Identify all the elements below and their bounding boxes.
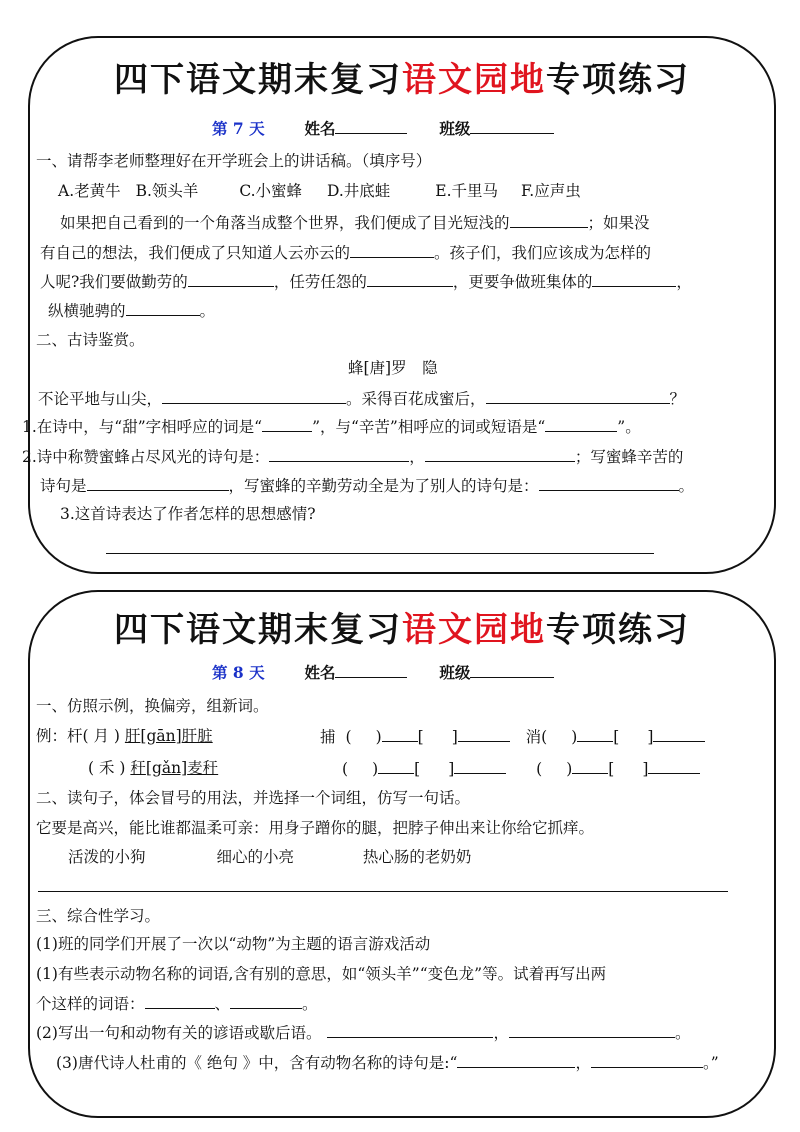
- option-item: A.老黄牛: [58, 182, 121, 200]
- exercise-row-1: [320, 726, 705, 747]
- text: ，: [575, 1054, 591, 1072]
- poem-line: [38, 388, 685, 409]
- question-line: [36, 1022, 691, 1043]
- text: ): [571, 728, 578, 746]
- paragraph-line: [48, 300, 215, 321]
- option-item: F.应声虫: [520, 182, 581, 200]
- given-char: 消: [525, 728, 542, 746]
- card-title: [30, 52, 774, 101]
- header-row: [212, 118, 554, 139]
- answer-blank[interactable]: [577, 726, 613, 742]
- example-word: 肝脏: [181, 727, 213, 745]
- text: 不论平地与山尖，: [38, 390, 163, 408]
- options-row: [58, 181, 581, 201]
- card-title: [30, 602, 774, 651]
- text: ，更要争做班集体的: [452, 273, 593, 291]
- answer-blank[interactable]: [454, 758, 506, 774]
- text: [: [608, 760, 615, 778]
- answer-blank[interactable]: [327, 1022, 493, 1038]
- answer-blank[interactable]: [486, 388, 670, 404]
- class-label: 班级: [439, 663, 471, 682]
- text: 。”: [702, 1054, 719, 1072]
- example-radical: ( 禾 ): [88, 759, 126, 777]
- text: ，: [676, 273, 692, 291]
- answer-blank[interactable]: [545, 416, 617, 432]
- text: 个这样的词语：: [36, 995, 145, 1013]
- text: (: [342, 760, 349, 778]
- example-char: 肝: [124, 727, 141, 745]
- text: ，任劳任怨的: [273, 273, 367, 291]
- answer-blank[interactable]: [539, 475, 679, 491]
- answer-blank[interactable]: [188, 271, 274, 287]
- text: 。: [674, 1024, 691, 1042]
- answer-blank[interactable]: [425, 446, 575, 462]
- text: 2.诗中称赞蜜蜂占尽风光的诗句是：: [22, 448, 270, 466]
- title-part: 专项练习: [546, 610, 690, 650]
- answer-blank[interactable]: [162, 388, 346, 404]
- title-highlight: 语文园地: [402, 610, 546, 650]
- text: ): [375, 728, 382, 746]
- question-line: [22, 446, 683, 467]
- section-heading: 二、读句子，体会冒号的用法，并选择一个词组，仿写一句话。: [36, 789, 471, 807]
- worksheet-card-day7: [22, 36, 776, 574]
- sample-sentence: 它要是高兴，能比谁都温柔可亲：用身子蹭你的腿，把脖子伸出来让你给它抓痒。: [36, 819, 595, 837]
- header-row: [212, 662, 554, 683]
- question-line: (1)有些表示动物名称的词语,含有别的意思，如“领头羊”“变色龙”等。试着再写出两: [36, 965, 607, 983]
- title-part: 四下语文期末复习: [114, 610, 402, 650]
- paragraph-line: [60, 212, 650, 233]
- text: 。: [678, 477, 695, 495]
- text: ): [372, 760, 379, 778]
- text: 诗句是: [40, 477, 87, 495]
- title-highlight: 语文园地: [402, 60, 546, 100]
- answer-blank[interactable]: [510, 212, 588, 228]
- answer-blank[interactable]: [572, 758, 608, 774]
- name-label: 姓名: [304, 663, 336, 682]
- text: 。孩子们，我们应该成为怎样的: [434, 244, 652, 262]
- question-line: [40, 475, 694, 496]
- paragraph-line: [40, 271, 692, 292]
- text: (3)唐代诗人杜甫的《 绝句 》中，含有动物名称的诗句是:“: [56, 1054, 458, 1072]
- answer-blank[interactable]: [378, 758, 414, 774]
- text: 。采得百花成蜜后，: [346, 390, 486, 408]
- text: 人呢?我们要做勤劳的: [40, 273, 188, 291]
- text: ；写蜜蜂辛苦的: [574, 448, 684, 466]
- section-heading: 三、综合性学习。: [36, 907, 161, 925]
- title-part: 四下语文期末复习: [114, 60, 402, 100]
- option-item: 细心的小亮: [216, 848, 294, 866]
- section-heading: 一、仿照示例，换偏旁，组新词。: [36, 697, 269, 715]
- answer-line[interactable]: [106, 553, 654, 554]
- question-line: 3.这首诗表达了作者怎样的思想感情?: [60, 505, 316, 523]
- name-label: 姓名: [304, 119, 336, 138]
- exercise-row-2: [342, 758, 700, 779]
- option-item: E.千里马: [435, 182, 498, 200]
- day-label: 第 8 天: [212, 663, 265, 682]
- answer-blank[interactable]: [367, 271, 453, 287]
- answer-blank[interactable]: [262, 416, 312, 432]
- answer-blank[interactable]: [457, 1052, 575, 1068]
- answer-blank[interactable]: [145, 993, 215, 1009]
- text: 、: [214, 995, 231, 1013]
- answer-blank[interactable]: [350, 242, 434, 258]
- text: ”。: [617, 418, 641, 436]
- text: [: [613, 728, 620, 746]
- text: ]: [448, 760, 455, 778]
- answer-blank[interactable]: [509, 1022, 675, 1038]
- option-item: D.井底蛙: [327, 182, 391, 200]
- example-word: 麦秆: [187, 759, 219, 777]
- day-label: 第 7 天: [212, 119, 265, 138]
- text: 如果把自己看到的一个角落当成整个世界，我们便成了目光短浅的: [60, 214, 510, 232]
- text: ，: [409, 448, 425, 466]
- example-row: [36, 726, 213, 746]
- answer-blank[interactable]: [592, 271, 676, 287]
- options-row: [68, 847, 471, 867]
- option-item: B.领头羊: [135, 182, 199, 200]
- question-line: (1)班的同学们开展了一次以“动物”为主题的语言游戏活动: [36, 935, 431, 953]
- name-blank[interactable]: [335, 662, 407, 678]
- text: (2)写出一句和动物有关的谚语或歇后语。: [36, 1024, 322, 1042]
- question-line: [22, 416, 641, 437]
- text: [: [414, 760, 421, 778]
- text: (: [541, 728, 548, 746]
- text: 1.在诗中，与“甜”字相呼应的词是“: [22, 418, 263, 436]
- text: 有自己的想法，我们便成了只知道人云亦云的: [40, 244, 351, 262]
- answer-blank[interactable]: [382, 726, 418, 742]
- answer-blank[interactable]: [87, 475, 229, 491]
- text: ”，与“辛苦”相呼应的词或短语是“: [312, 418, 546, 436]
- text: ，: [493, 1024, 509, 1042]
- text: ): [566, 760, 573, 778]
- example-char: 秆: [130, 759, 146, 777]
- text: (: [345, 728, 352, 746]
- example-radical: ( 月 ): [82, 727, 120, 745]
- text: ]: [642, 760, 649, 778]
- text: ，写蜜蜂的辛勤劳动全是为了别人的诗句是：: [228, 477, 539, 495]
- name-blank[interactable]: [335, 118, 407, 134]
- option-item: 热心肠的老奶奶: [362, 848, 472, 866]
- answer-blank[interactable]: [591, 1052, 703, 1068]
- text: ？: [669, 390, 686, 408]
- answer-line[interactable]: [38, 891, 728, 892]
- text: ；如果没: [587, 214, 650, 232]
- answer-blank[interactable]: [648, 758, 700, 774]
- worksheet-card-day8: [28, 590, 776, 1118]
- class-blank[interactable]: [470, 118, 554, 134]
- paragraph-line: [40, 242, 651, 263]
- question-line: [36, 993, 318, 1014]
- text: 纵横驰骋的: [48, 302, 126, 320]
- section-heading: 二、古诗鉴赏。: [36, 331, 145, 349]
- text: 。: [302, 995, 318, 1013]
- class-label: 班级: [439, 119, 471, 138]
- poem-title: 蜂[唐]罗 隐: [348, 359, 438, 377]
- text: [: [417, 728, 424, 746]
- answer-blank[interactable]: [653, 726, 705, 742]
- text: ]: [451, 728, 458, 746]
- given-char: 捕: [320, 728, 336, 746]
- example-pinyin: [gǎn]: [145, 759, 188, 777]
- answer-blank[interactable]: [269, 446, 409, 462]
- class-blank[interactable]: [470, 662, 554, 678]
- question-line: [56, 1052, 719, 1073]
- answer-blank[interactable]: [230, 993, 302, 1009]
- option-item: C.小蜜蜂: [239, 182, 303, 200]
- answer-blank[interactable]: [126, 300, 200, 316]
- section-heading: 一、请帮李老师整理好在开学班会上的讲话稿。（填序号）: [36, 152, 432, 170]
- text: (: [536, 760, 543, 778]
- example-row: [88, 758, 218, 778]
- example-pinyin: [gān]: [140, 727, 182, 745]
- option-item: 活泼的小狗: [68, 848, 146, 866]
- text: 。: [199, 302, 216, 320]
- answer-blank[interactable]: [458, 726, 510, 742]
- title-part: 专项练习: [546, 60, 690, 100]
- text: ]: [647, 728, 654, 746]
- text: 例：杆: [36, 727, 83, 745]
